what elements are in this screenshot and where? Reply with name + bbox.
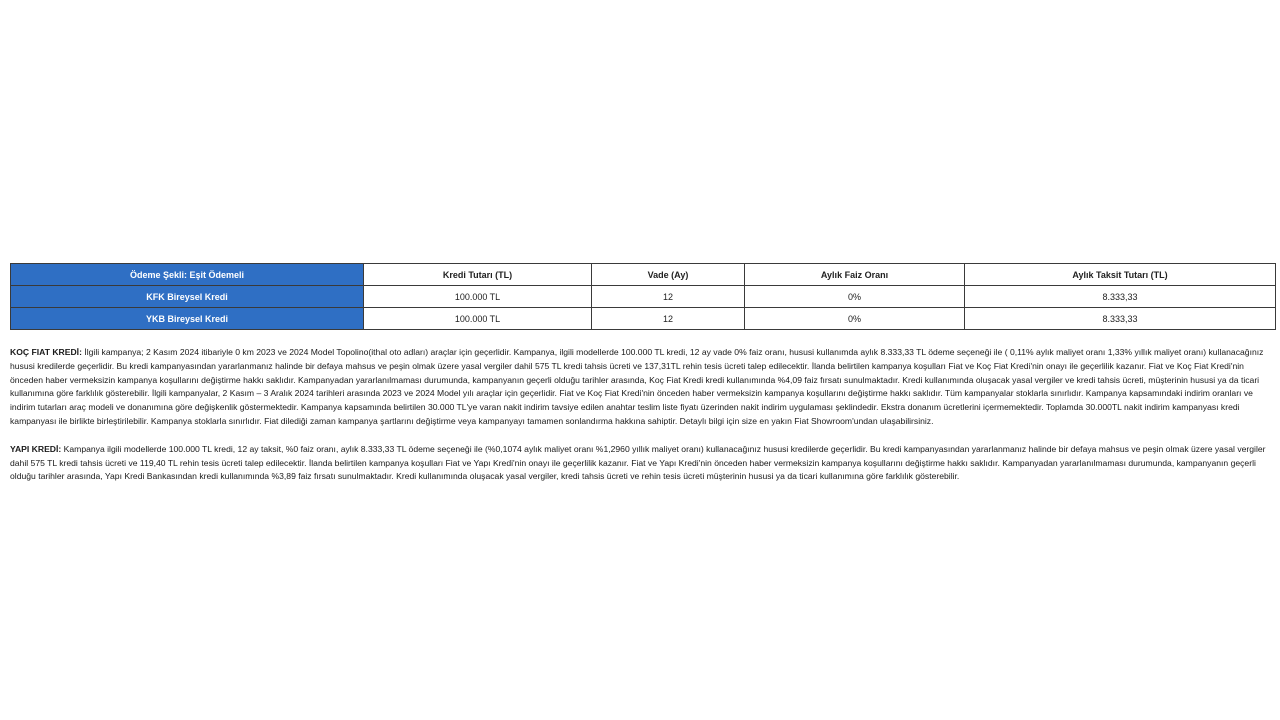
header-installment: Aylık Taksit Tutarı (TL)	[965, 264, 1276, 286]
table-header-row	[11, 264, 1276, 286]
row-credit-amount: 100.000 TL	[364, 286, 592, 308]
header-interest-rate: Aylık Faiz Oranı	[745, 264, 965, 286]
row-credit-amount: 100.000 TL	[364, 308, 592, 330]
row-credit-name: YKB Bireysel Kredi	[11, 308, 364, 330]
row-interest-rate: 0%	[745, 308, 965, 330]
credit-table	[10, 263, 1276, 330]
koc-fiat-kredi-note	[10, 346, 1272, 429]
note-text: İlgili kampanya; 2 Kasım 2024 itibariyle 0 km 2023 ve 2024 Model Topolino(ithal oto adları) araçlar için geçerlidir. Kampanya, ilgili modellerde 100.000 TL kredi, 12 ay vade 0% faiz oranı, hususi kullanımda aylık 8.333,33 TL ödeme seçeneği ile ( 0,11% aylık maliyet oranı 1,33% yıllık maliyet oranı) kullanacağınız hususi kredilerde geçerlidir. Bu kredi kampanyasından yararlanmanız halinde bir defaya mahsus ve peşin olmak üzere yasal vergiler dahil 575 TL kredi tahsis ücreti ve 137,31TL rehin tesis ücreti talep edilecektir. İlanda belirtilen kampanya koşulları Fiat ve Koç Fiat Kredi'nin onayı ile geçerlilik kazanır. Fiat ve Koç Fiat Kredi'nin önceden haber vermeksizin kampanya koşullarını değiştirme hakkı saklıdır. Kampanyadan yararlanılmaması durumunda, kampanyanın geçerli olduğu tarihler arasında, Koç Fiat Kredi kredi kullanımında %4,09 faiz fırsatı sunulmaktadır. Kredi kullanımında oluşacak yasal vergiler ve kredi tahsis ücreti, müşterinin hususi ya da ticari kullanımına göre farklılık gösterebilir. İlgili kampanyalar, 2 Kasım – 3 Aralık 2024 tarihleri arasında 2023 ve 2024 Model yılı araçlar için geçerlidir. Fiat ve Koç Fiat Kredi'nin önceden haber vermeksizin kampanya koşullarını değiştirme hakkı saklıdır. Tüm kampanyalar stoklarla sınırlıdır. Kampanya kapsamındaki indirim oranları ve indirim tutarları araç modeli ve donanımına göre değişkenlik göstermektedir. Kampanya kapsamında belirtilen 30.000 TL'ye varan nakit indirim tavsiye edilen anahtar teslim liste fiyatı üzerinden nakit indirim uygulaması şeklindedir. Ekstra donanım ücretlerini içermemektedir. Toplamda 30.000TL nakit indirim kampanyası kredi kampanyası ile birlikte birleştirilebilir. Kampanya stoklarla sınırlıdır. Fiat dilediği zaman kampanya şartlarını değiştirme veya kampanyayı tamamen sonlandırma hakkına sahiptir. Detaylı bilgi için size en yakın Fiat Showroom'undan ulaşabilirsiniz.	[10, 347, 1264, 426]
yapi-kredi-note	[10, 443, 1272, 484]
row-credit-name: KFK Bireysel Kredi	[11, 286, 364, 308]
header-payment-type: Ödeme Şekli: Eşit Ödemeli	[11, 264, 364, 286]
note-text: Kampanya ilgili modellerde 100.000 TL kredi, 12 ay taksit, %0 faiz oranı, aylık 8.333,33 TL ödeme seçeneği ile (%0,1074 aylık maliyet oranı %1,2960 yıllık maliyet oranı) kullanacağınız hususi kredilerde geçerlidir. Bu kredi kampanyasından yararlanmanız halinde bir defaya mahsus ve peşin olmak üzere yasal vergiler dahil 575 TL kredi tahsis ücreti ve 119,40 TL rehin tesis ücreti talep edilecektir. İlanda belirtilen kampanya koşulları Fiat ve Yapı Kredi'nin onayı ile geçerlilik kazanır. Fiat ve Yapı Kredi'nin önceden haber vermeksizin kampanya koşullarını değiştirme hakkı saklıdır. Kampanyadan yararlanılmaması durumunda, kampanyanın geçerli olduğu tarihler arasında, Yapı Kredi Bankasından kredi kullanımında %3,89 faiz fırsatı sunulmaktadır. Kredi kullanımında oluşacak yasal vergiler, kredi tahsis ücreti ve rehin tesis ücreti müşterinin hususi ya da ticari kullanımına göre farklılık gösterebilir.	[10, 443, 1266, 482]
row-interest-rate: 0%	[745, 286, 965, 308]
row-term: 12	[592, 286, 745, 308]
header-credit-amount: Kredi Tutarı (TL)	[364, 264, 592, 286]
row-installment: 8.333,33	[965, 308, 1276, 330]
table-row	[11, 286, 1276, 308]
header-term: Vade (Ay)	[592, 264, 745, 286]
row-term: 12	[592, 308, 745, 330]
row-installment: 8.333,33	[965, 286, 1276, 308]
note-title: YAPI KREDİ:	[10, 443, 62, 454]
campaign-notes	[10, 346, 1272, 498]
note-title: KOÇ FIAT KREDİ:	[10, 347, 82, 357]
table-row	[11, 308, 1276, 330]
